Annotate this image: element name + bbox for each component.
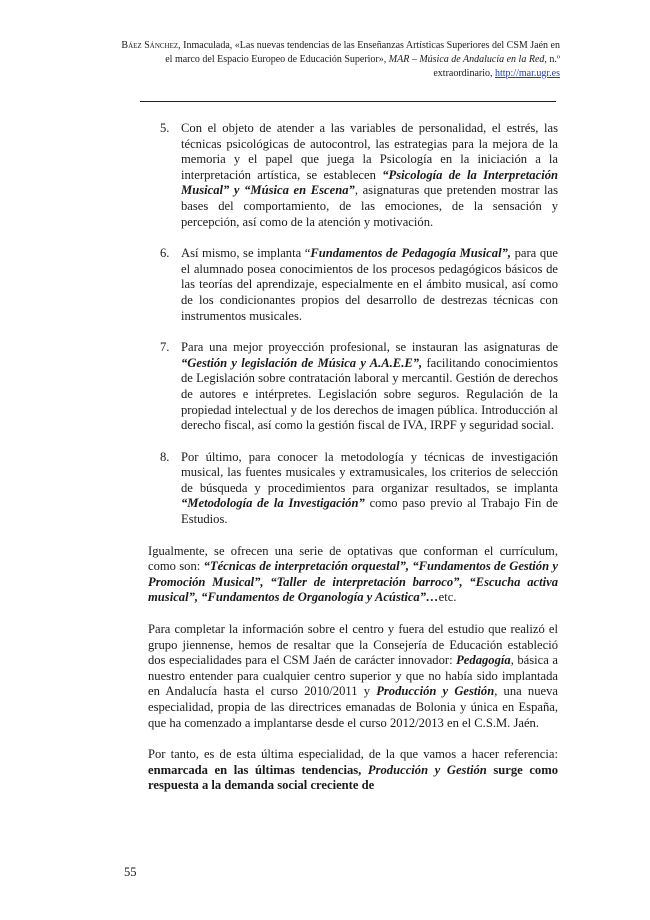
emphasis-text: Fundamentos de Pedagogía Musical”,	[310, 246, 512, 261]
numbered-list	[148, 121, 558, 528]
list-item-number: 5.	[160, 121, 170, 135]
header-issue: , n.º extraordinario,	[433, 54, 560, 79]
emphasis-text: “Metodología de la Investigación”	[181, 496, 365, 511]
bold-text: enmarcada en las últimas tendencias,	[148, 762, 368, 777]
paragraph-produccion-gestion	[148, 747, 558, 794]
body-text	[148, 121, 558, 810]
list-item-number: 8.	[160, 449, 170, 464]
list-item-text	[181, 450, 558, 526]
emphasis-text: “Técnicas de interpretación orquestal”, “Fundamentos de Gestión y Promoción Musical”, “Taller de interpretación barroco”, “Escucha activa musical”, “Fundamentos de Organología y Acústica”…	[148, 559, 559, 605]
header-url-link[interactable]: http://mar.ugr.es	[495, 68, 560, 79]
emphasis-text: “Gestión y legislación de Música y A.A.E.E”,	[181, 355, 423, 370]
text-run: , una nueva especialidad, propia de las directrices emanadas de Bolonia y única en España, que ha comenzado a implantarse desde el curso 2012/2013 en el C.S.M. Jaén.	[148, 684, 558, 730]
text-run: Para una mejor proyección profesional, se instauran las asignaturas de	[181, 340, 558, 355]
text-run: , básica a nuestro entender para cualquier centro superior y que no había sido implantada en Andalucía hasta el curso 2010/2011 y	[148, 653, 558, 699]
text-run: facilitando conocimientos de Legislación sobre contratación laboral y mercantil. Gestión de derechos de autores e intérpretes. Legislación sobre seguros. Regulación de la propiedad intelectual y de los derechos de imagen pública. Introducción al derecho fiscal, así como la gestión fiscal de IVA, IRPF y seguridad social.	[181, 355, 559, 433]
paragraph-optativas	[148, 544, 558, 606]
text-run: Por tanto, es de esta última especialidad, de la que vamos a hacer referencia:	[148, 747, 558, 762]
list-item-number: 6.	[160, 246, 170, 261]
list-item-text	[181, 340, 558, 432]
list-item-number: 7.	[160, 340, 170, 355]
header-journal: MAR – Música de Andalucía en la Red	[388, 54, 545, 65]
text-run: Con el objeto de atender a las variables de personalidad, el estrés, las técnicas psicológicas de autocontrol, las estrategias para la mejora de la memoria y el papel que juega la Psicología en la iniciación a la interpretación artística, se establecen	[181, 121, 558, 182]
list-item	[148, 121, 558, 230]
list-item	[148, 340, 558, 434]
emphasis-text: Pedagogía	[456, 653, 511, 668]
text-run: Para completar la información sobre el centro y fuera del estudio que realizó el grupo jiennense, hemos de resaltar que la Consejería de Educación estableció dos especialidades para el CSM Jaén de carácter innovador:	[148, 622, 558, 668]
running-header	[118, 39, 560, 81]
text-run: Así mismo, se implanta “	[181, 246, 311, 261]
text-run: Por último, para conocer la metodología y técnicas de investigación musical, las fuentes musicales y extramusicales, los criterios de selección de búsqueda y procedimientos para organizar resultados, se implanta	[181, 449, 558, 495]
text-run: Igualmente, se ofrecen una serie de optativas que conforman el currículum, como son:	[148, 543, 558, 574]
header-rule	[140, 101, 556, 102]
text-run: , asignaturas que pretenden mostrar las bases del comportamiento, de las emociones, de la sensación y percepción, así como de la atención y motivación.	[181, 183, 558, 229]
text-run: para que el alumnado posea conocimientos de los procesos pedagógicos básicos de las teorías del aprendizaje, especialmente en el ámbito musical, así como de los condicionantes propios del desarrollo de destrezas técnicas con instrumentos musicales.	[181, 246, 558, 323]
header-author: Báez Sánchez	[121, 40, 179, 51]
header-citation: , Inmaculada, «Las nuevas tendencias de las Enseñanzas Artísticas Superiores del CSM Jaén en el marco del Espacio Europeo de Educación Superior»,	[165, 40, 560, 65]
bold-text: surge como respuesta a la demanda social creciente de	[148, 762, 558, 793]
emphasis-text: “Psicología de la Interpretación Musical” y “Música en Escena”	[181, 167, 558, 198]
text-run: etc.	[438, 590, 457, 605]
paragraph-especialidades	[148, 622, 558, 731]
list-item-text	[181, 246, 558, 322]
emphasis-text: Producción y Gestión	[376, 684, 495, 699]
list-item	[148, 246, 558, 324]
emphasis-text: Producción y Gestión	[367, 762, 487, 777]
list-item	[148, 450, 558, 528]
text-run: como paso previo al Trabajo Fin de Estudios.	[181, 496, 558, 527]
list-item-text	[181, 121, 558, 229]
page-number: 55	[124, 865, 137, 879]
